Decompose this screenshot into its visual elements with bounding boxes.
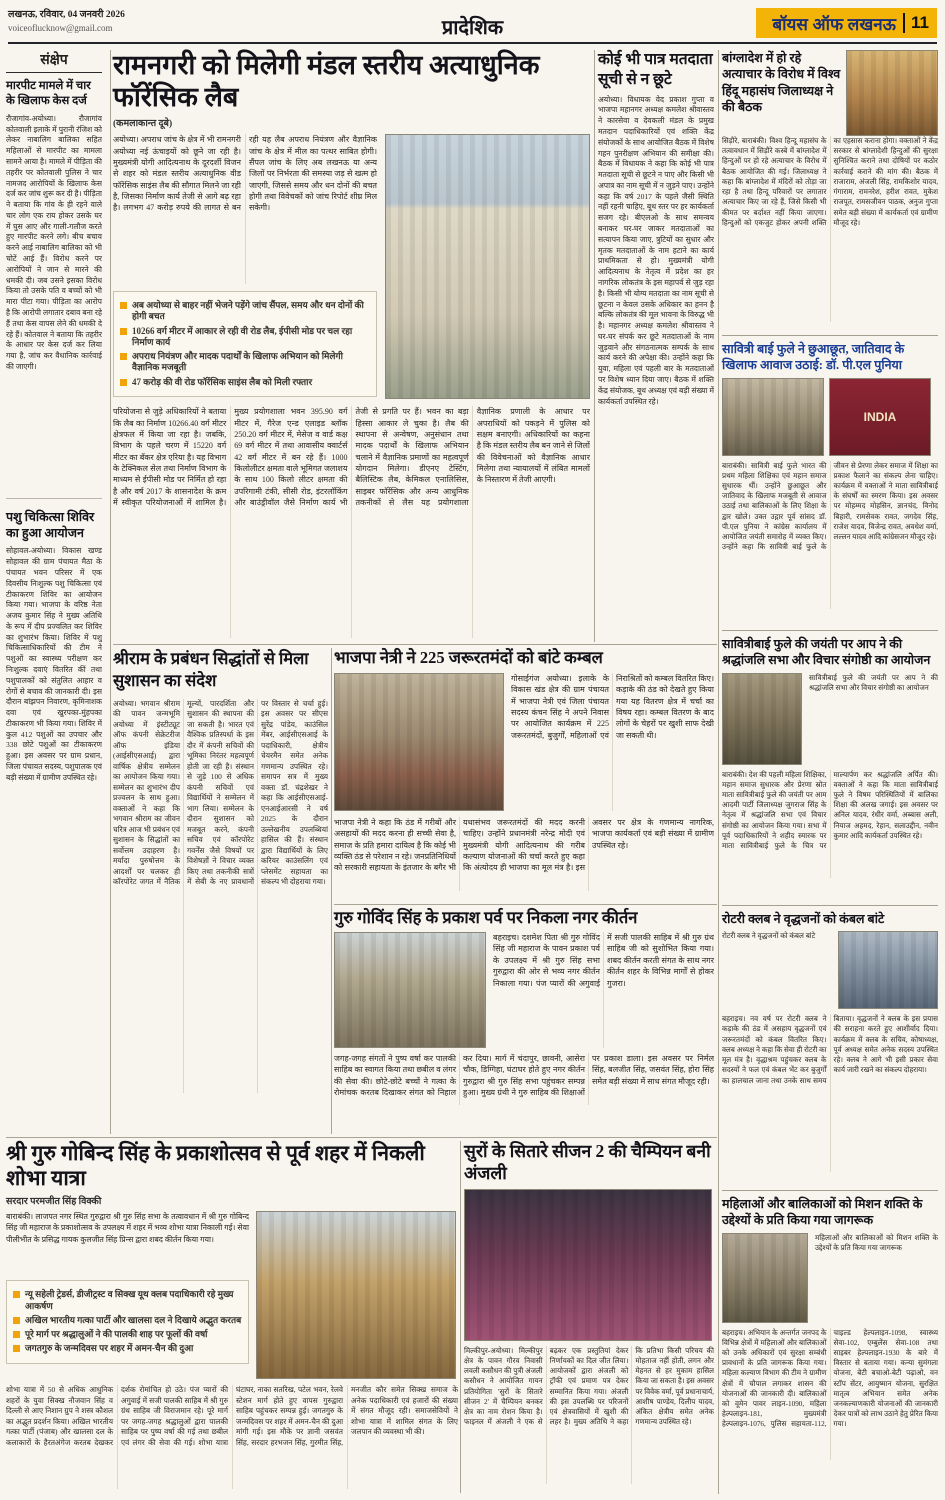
forensic-lab-building-photo xyxy=(385,134,590,399)
kirtan-body-continued: जगह-जगह संगतों ने पुष्प वर्षा कर पालकी साहिब का स्वागत किया तथा छबील व लंगर की सेवा की। छोटे-छोटे बच्चों ने गत्का के रोमांचक करतब दिखाकर संगत को निहाल कर दिया। मार्ग में चंदापुर, छावनी, आसेरा चौक, डिग्गिहा, घंटाघर होते हुए नगर कीर्तन गुरुद्वारा श्री गुरु सिंह सभा पहुंचकर सम्पन्न हुआ। मुख्य ग्रंथी ने गुरु साहिब की शिक्षाओं पर प्रकाश डाला। इस अवसर पर निर्मल सिंह, बलजीत सिंह, जसवंत सिंह, होरा सिंह समेत बड़ी संख्या में साध संगत मौजूद रही। xyxy=(334,1054,714,1098)
lead-byline: (कमलाकान्त दूबे) xyxy=(113,119,173,130)
section-title: प्रादेशिक xyxy=(441,17,504,39)
mission-body: बहराइच। अभियान के अन्तर्गत जनपद के विभिन्न क्षेत्रों में महिलाओं और बालिकाओं को उनके अधिकारों एवं सुरक्षा सम्बंधी प्रावधानों के प्रति जागरूक किया गया। महिला कल्याण विभाग की टीम ने ग्रामीण क्षेत्रों में चौपाल लगाकर शासन की योजनाओं की जानकारी दी। बालिकाओं को वूमेन पावर लाइन-1090, महिला हेल्पलाइन-181, मुख्यमंत्री हेल्पलाइन-1076, पुलिस सहायता-112, चाइल्ड हेल्पलाइन-1098, स्वास्थ्य सेवा-102, एम्बुलेंस सेवा-108 तथा साइबर हेल्पलाइन-1930 के बारे में विस्तार से बताया गया। कन्या सुमंगला योजना, बेटी बचाओ-बेटी पढ़ाओ, वन स्टॉप सेंटर, आयुष्मान योजना, सुरक्षित मातृत्व अभियान समेत अनेक जनकल्याणकारी योजनाओं की जानकारी देकर पात्रों को लाभ उठाने हेतु प्रेरित किया गया। xyxy=(722,1328,938,1429)
bullet-icon xyxy=(13,1317,20,1324)
bullet-icon xyxy=(13,1291,20,1298)
highlight-text: अब अयोध्या से बाहर नहीं भेजने पड़ेंगे जांच सैंपल, समय और धन दोनों की होगी बचत xyxy=(132,300,364,322)
page-number: 11 xyxy=(903,13,929,33)
bullet-icon xyxy=(120,328,127,335)
column-rule xyxy=(594,50,595,642)
shriram-body: अयोध्या। भगवान श्रीराम की पावन जन्मभूमि अयोध्या में इंस्टीट्यूट ऑफ कंपनी सेक्रेटरीज ऑफ इंडिया (आईसीएसआई) द्वारा वार्षिक क्षेत्रीय सम्मेलन का आयोजन किया गया। सम्मेलन का शुभारंभ दीप प्रज्वलन के साथ हुआ। वक्ताओं ने कहा कि भगवान श्रीराम का जीवन चरित्र आज भी प्रबंधन एवं सुशासन के सिद्धांतों का सर्वोत्तम उदाहरण है। मर्यादा पुरुषोत्तम के आदर्शों पर चलकर ही कॉरपोरेट जगत में नैतिक मूल्यों, पारदर्शिता और सुशासन की स्थापना की जा सकती है। भारत एवं वैश्विक प्रतिस्पर्धा के इस दौर में कंपनी सचिवों की भूमिका निरंतर महत्वपूर्ण होती जा रही है। संस्थान से जुड़े 100 से अधिक कंपनी सचिवों एवं विद्यार्थियों ने सम्मेलन में भाग लिया। सम्मेलन के दौरान सुशासन को मजबूत करने, कंपनी सचिव एवं कॉरपोरेट गवर्नेंस जैसे विषयों पर विशेषज्ञों ने विचार व्यक्त किए तथा तकनीकी सत्रों में सेबी के नए प्रावधानों पर विस्तार से चर्चा हुई। इस अवसर पर सीएस सुरेंद्र पांडेय, काउंसिल मेंबर, आईसीएसआई के पदाधिकारी, क्षेत्रीय चेयरमैन समेत अनेक गणमान्य उपस्थित रहे। समापन सत्र में मुख्य वक्ता डॉ. चंद्रशेखर ने कहा कि आईसीएसआई-एनआईआरसी ने वर्ष 2025 के दौरान उल्लेखनीय उपलब्धियां हासिल की हैं। संस्थान द्वारा विद्यार्थियों के लिए करियर काउंसलिंग एवं प्लेसमेंट सहायता का संकल्प भी दोहराया गया। xyxy=(113,698,328,887)
bullet-icon xyxy=(13,1331,20,1338)
vhm-meeting-photo xyxy=(846,50,938,136)
bullet-icon xyxy=(120,302,127,309)
singing-body: मिल्कीपुर-अयोध्या। मिल्कीपुर क्षेत्र के पावन गौरव निवासी लवली कसौधन की पुत्री अंजली कसौधन ने आयोजित गायन प्रतियोगिता 'सुरों के सितारे सीजन 2' में चैम्पियन बनकर क्षेत्र का नाम रोशन किया है। फाइनल में अंजली ने एक से बढ़कर एक प्रस्तुतियां देकर निर्णायकों का दिल जीत लिया। आयोजकों द्वारा अंजली को ट्रॉफी एवं प्रमाण पत्र देकर सम्मानित किया गया। अंजली की इस उपलब्धि पर परिजनों एवं क्षेत्रवासियों में खुशी की लहर है। मुख्य अतिथि ने कहा कि प्रतिभा किसी परिचय की मोहताज नहीं होती, लगन और मेहनत से हर मुकाम हासिल किया जा सकता है। इस अवसर पर विवेक वर्मा, पूर्व प्रधानाचार्य, आशीष पाण्डेय, दिलीप यादव, अंकित क्षेत्रीय समेत अनेक गणमान्य उपस्थित रहे। xyxy=(464,1346,714,1427)
congress-event-photo xyxy=(722,378,824,456)
kirtan-body: बहराइच। दशमेश पिता श्री गुरु गोविंद सिंह जी महाराज के पावन प्रकाश पर्व के उपलक्ष्य में श्री गुरु सिंह सभा गुरुद्वारा की ओर से भव्य नगर कीर्तन निकाला गया। पंज प्यारों की अगुवाई में सजी पालकी साहिब में श्री गुरु ग्रंथ साहिब जी को सुशोभित किया गया। शबद कीर्तन करती संगत के साथ नगर कीर्तन शहर के विभिन्न मार्गों से होकर गुजरा। xyxy=(493,933,714,988)
highlight-text: 10266 वर्ग मीटर में आकार ले रही वी रोड लैब, ईपीसी मोड पर चल रहा निर्माण कार्य xyxy=(132,325,353,347)
highlight-text: न्यू सहेली ट्रेडर्स, डीजीट्रस्ट व सिक्ख यूथ क्लब पदाधिकारी रहे मुख्य आकर्षण xyxy=(25,1289,234,1311)
shobha-highlights-box xyxy=(6,1280,249,1363)
masthead xyxy=(8,6,937,44)
nagar-kirtan-photo xyxy=(334,932,486,1048)
article-savitri-phule-punia xyxy=(722,335,938,628)
highlight-item xyxy=(13,1343,242,1354)
article-shriram-governance xyxy=(113,648,328,1134)
bangladesh-body: सिड़ौरे, बाराबंकी। विश्व हिन्दू महासंघ के तत्वावधान में सिड़ौरे कस्बे में बांग्लादेश में हिन्दुओं पर हो रहे अत्याचार के विरोध में बैठक आयोजित की गई। जिलाध्यक्ष ने कहा कि बांग्लादेश में मंदिरों को तोड़ा जा रहा है तथा हिन्दू परिवारों पर लगातार अत्याचार किए जा रहे हैं, जिसे किसी भी कीमत पर बर्दाश्त नहीं किया जाएगा। हिन्दुओं को एकजुट होकर अपनी शक्ति का एहसास कराना होगा। वक्ताओं ने केंद्र सरकार से बांग्लादेशी हिन्दुओं की सुरक्षा सुनिश्चित कराने तथा दोषियों पर कठोर कार्रवाई कराने की मांग की। बैठक में राजाराम, अंजली सिंह, रामकिशोर यादव, गंगाराम, रामनरेश, हरीश रावत, मुकेश राजपूत, रामसजीवन पाठक, अनुज गुप्ता समेत बड़ी संख्या में कार्यकर्ता एवं ग्रामीण मौजूद रहे। xyxy=(722,137,938,227)
rotary-event-photo xyxy=(838,931,938,1009)
highlight-item xyxy=(120,326,370,349)
briefs-title: संक्षेप xyxy=(6,50,102,73)
shobha-body: शोभा यात्रा में 50 से अधिक आधुनिक शहरों के युवा सिक्ख नौजवान सिंह व दिल्ली से आए निशान ग्रुप ने शस्त्र कौशल का अद्भुत प्रदर्शन किया। अखिल भारतीय गत्का पार्टी (पंजाब) और खालसा दल के कलाकारों के हैरतअंगेज करतब देखकर दर्शक रोमांचित हो उठे। पंज प्यारों की अगुवाई में सजी पालकी साहिब में श्री गुरु ग्रंथ साहिब जी विराजमान रहे। पूरे मार्ग पर जगह-जगह श्रद्धालुओं द्वारा पालकी साहिब पर पुष्प वर्षा की गई तथा छबील एवं लंगर की सेवा की गई। शोभा यात्रा घंटाघर, नाका सतरिख, पटेल भवन, रेलवे स्टेशन मार्ग होते हुए वापस गुरुद्वारा साहिब पहुंचकर सम्पन्न हुई। जगतगुरु के जन्मदिवस पर शहर में अमन-चैन की दुआ मांगी गई। इस मौके पर ज्ञानी जसवंत सिंह, सरदार हरभजन सिंह, गुरमीत सिंह, मनजीत कौर समेत सिक्ख समाज के अनेक पदाधिकारी एवं हजारों की संख्या में संगत मौजूद रही। समाजसेवियों ने शोभा यात्रा में शामिल संगत के लिए जलपान की व्यवस्था भी की। xyxy=(6,1385,458,1447)
mission-headline: महिलाओं और बालिकाओं को मिशन शक्ति के उद्देश्यों के प्रति किया गया जागरूक xyxy=(722,1197,923,1228)
bullet-icon xyxy=(120,379,127,386)
voters-body: अयोध्या। विधायक वेद प्रकाश गुप्ता व भाजपा महानगर अध्यक्ष कमलेश श्रीवास्तव ने कारसेवा व देवकली मंडल के प्रमुख मतदान पदाधिकारियों एवं शक्ति केंद्र संयोजकों के साथ आयोजित बैठक में विशेष गहन पुनरीक्षण अभियान की समीक्षा की। बैठक में विधायक ने कहा कि कोई भी पात्र मतदाता सूची से छूटने न पाए और किसी भी अपात्र का नाम सूची में न जुड़ने पाए। उन्होंने कहा कि वर्ष 2017 के पहले जैसी स्थिति नहीं रहनी चाहिए, बूथ स्तर पर हर कार्यकर्ता सजग रहे। बीएलओ के साथ समन्वय बनाकर घर-घर जाकर मतदाताओं का सत्यापन किया जाए, त्रुटियों का सुधार और मृतक मतदाताओं के नाम हटाने का कार्य प्राथमिकता से हो। मुख्यमंत्री योगी आदित्यनाथ के नेतृत्व में प्रदेश का हर नागरिक लोकतंत्र के इस महापर्व से जुड़ रहा है। किसी भी योग्य मतदाता का नाम सूची से छूटना न केवल उसके अधिकार का हनन है बल्कि लोकतंत्र की मूल भावना के विरुद्ध भी है। महानगर अध्यक्ष कमलेश श्रीवास्तव ने घर-घर संपर्क कर छूटे मतदाताओं के नाम जुड़वाने और संगठनात्मक सम्पर्क के साथ कार्य करने की अपेक्षा की। उन्होंने कहा कि युवा, महिला एवं पहली बार के मतदाताओं पर विशेष ध्यान दिया जाए। बैठक में शक्ति केंद्र संयोजक, बूथ अध्यक्ष एवं बड़ी संख्या में कार्यकर्ता उपस्थित रहे। xyxy=(598,94,714,406)
rotary-body-lead: रोटरी क्लब ने वृद्धजनों को कंबल बांटे xyxy=(722,932,816,941)
phule-body: बाराबंकी। सावित्री बाई फुले भारत की प्रथम महिला शिक्षिका एवं महान समाज सुधारक थीं। उन्होंने छुआछूत और जातिवाद के खिलाफ मजबूती से आवाज उठाई तथा बालिकाओं के लिए शिक्षा के द्वार खोले। उक्त उद्गार पूर्व सांसद डॉ. पी.एल पुनिया ने कांग्रेस कार्यालय में आयोजित जयंती समारोह में व्यक्त किए। उन्होंने कहा कि सावित्री बाई फुले के जीवन से प्रेरणा लेकर समाज में शिक्षा का प्रकाश फैलाने का संकल्प लेना चाहिए। कार्यक्रम में वक्ताओं ने माता सावित्रीबाई के संघर्षों का स्मरण किया। इस अवसर पर मोहम्मद मोहसिन, ज्ञानचंद, विनोद बिहारी, रामसेवक रावत, जगदेव सिंह, राजेश यादव, विजेन्द्र रावत, अवधेश वर्मा, लल्लन यादव आदि कांग्रेसजन मौजूद रहे। xyxy=(722,461,938,552)
aap-body-lead: सावित्रीबाई फुले की जयंती पर आप ने की श्रद्धांजलि सभा और विचार संगोष्ठी का आयोजन xyxy=(809,673,938,692)
masthead-dateline: लखनऊ, रविवार, 04 जनवरी 2026 xyxy=(8,10,125,20)
section-divider xyxy=(113,644,717,645)
highlight-item xyxy=(120,377,370,388)
highlight-item xyxy=(13,1329,242,1340)
lead-highlights-box xyxy=(113,291,377,397)
paper-brand xyxy=(756,8,937,38)
lead-headline: रामनगरी को मिलेगी मंडल स्तरीय अत्याधुनिक फॉरेंसिक लैब xyxy=(113,50,540,112)
shobha-yatra-photo xyxy=(256,1211,456,1379)
shriram-headline: श्रीराम के प्रबंधन सिद्धांतों से मिला सुशासन का संदेश xyxy=(113,649,309,690)
blankets-headline: भाजपा नेत्री ने 225 जरूरतमंदों को बांटे कम्बल xyxy=(334,648,603,667)
singing-champion-photo xyxy=(464,1189,712,1341)
article-rotary-blankets xyxy=(722,905,938,1188)
article-blanket-distribution xyxy=(334,648,714,900)
voters-headline: कोई भी पात्र मतदाता सूची से न छूटे xyxy=(598,51,713,88)
article-shobha-yatra xyxy=(6,1141,458,1493)
brief-headline: मारपीट मामले में चार के खिलाफ केस दर्ज xyxy=(6,80,91,107)
brief-headline: पशु चिकित्सा शिविर का हुआ आयोजन xyxy=(6,498,102,542)
shobha-headline: श्री गुरु गोबिन्द सिंह के प्रकाशोत्सव से पूर्व शहर में निकली शोभा यात्रा xyxy=(6,1141,425,1191)
paper-name: बॉयस ऑफ लखनऊ xyxy=(772,14,897,34)
article-aap-tribute xyxy=(722,630,938,903)
article-forensic-lab xyxy=(113,50,590,642)
highlight-item xyxy=(120,300,370,323)
highlight-item xyxy=(13,1289,242,1312)
kirtan-headline: गुरु गोविंद सिंह के प्रकाश पर्व पर निकला नगर कीर्तन xyxy=(334,908,638,927)
bullet-icon xyxy=(13,1345,20,1352)
rotary-body: बहराइच। नव वर्ष पर रोटरी क्लब ने कड़ाके की ठंड में असहाय वृद्धजनों एवं जरूरतमंदों को कंबल वितरित किए। क्लब अध्यक्ष ने कहा कि सेवा ही रोटरी का मूल मंत्र है। वृद्धाश्रम पहुंचकर क्लब के सदस्यों ने फल एवं कंबल भेंट कर बुजुर्गों का हालचाल जाना तथा उनके साथ समय बिताया। वृद्धजनों ने क्लब के इस प्रयास की सराहना करते हुए आशीर्वाद दिया। कार्यक्रम में क्लब के सचिव, कोषाध्यक्ष, पूर्व अध्यक्ष समेत अनेक सदस्य उपस्थित रहे। क्लब ने आगे भी इसी प्रकार सेवा कार्य जारी रखने का संकल्प दोहराया। xyxy=(722,1015,938,1085)
article-mission-shakti xyxy=(722,1190,938,1493)
article-bangladesh-meeting xyxy=(722,50,938,333)
india-poster-photo xyxy=(829,378,931,456)
column-rule xyxy=(460,1141,461,1493)
highlight-text: अखिल भारतीय गत्का पार्टी और खालसा दल ने दिखाये अद्भुत करतब xyxy=(25,1314,242,1325)
shobha-byline: सरदार परमजीत सिंह विक्की xyxy=(6,1197,102,1208)
column-rule xyxy=(110,50,111,1134)
mission-awareness-photo xyxy=(722,1233,808,1323)
brief-body: रौजागांव-अयोध्या। रौजागांव कोतवाली इलाके में पुरानी रंजिश को लेकर नाबालिग बालिका सहित महिलाओं से मारपीट का मामला सामने आया है। मामले में पीड़िता की तहरीर पर कोतवाली पुलिस ने चार नामजद आरोपियों के खिलाफ केस दर्ज कर जांच शुरू कर दी है। पीड़िता ने बताया कि गांव के ही रहने वाले चार लोग एक राय होकर उसके घर में घुस आए और गाली-गलौज करते हुए मारपीट करने लगे। बीच बचाव करने आई नाबालिग बालिका को भी चोटें आई हैं। विरोध करने पर आरोपियों ने जान से मारने की धमकी दी। जब उसने इसका विरोध किया तो उसके पति व बच्चों को भी मारा पीटा गया। पीड़िता का आरोप है कि आरोपी लगातार दबाव बना रहे हैं तथा केस वापस लेने की धमकी दे रहे हैं। कोतवाल ने बताया कि तहरीर के आधार पर केस दर्ज कर लिया गया है, जांच कर वैधानिक कार्रवाई की जाएगी। xyxy=(6,113,102,371)
highlight-text: अपराध नियंत्रण और मादक पदार्थों के खिलाफ अभियान को मिलेगी वैज्ञानिक मजबूती xyxy=(132,351,343,373)
section-divider xyxy=(6,1137,717,1138)
blankets-body: गोसाईगंज अयोध्या। इलाके के विकास खंड क्षेत्र की ग्राम पंचायत में भाजपा नेत्री एवं जिला पंचायत सदस्य कंचन सिंह ने अपने निवास पर आयोजित कार्यक्रम में 225 जरूरतमंदों, बुजुर्गों, महिलाओं एवं निराश्रितों को कम्बल वितरित किए। कड़ाके की ठंड को देखते हुए किया गया यह वितरण क्षेत्र में चर्चा का विषय रहा। कम्बल वितरण के बाद लोगों के चेहरों पर खुशी साफ देखी जा सकती थी। xyxy=(511,673,714,740)
blankets-body-continued: भाजपा नेत्री ने कहा कि ठंड में गरीबों और असहायों की मदद करना ही सच्ची सेवा है, समाज के प्रति हमारा दायित्व है कि कोई भी व्यक्ति ठंड से परेशान न रहे। जनप्रतिनिधियों को सरकारी सहायता के इंतजार के बगैर भी यथासंभव जरूरतमंदों की मदद करनी चाहिए। उन्होंने प्रधानमंत्री नरेन्द्र मोदी एवं मुख्यमंत्री योगी आदित्यनाथ की गरीब कल्याण योजनाओं की चर्चा करते हुए कहा कि अंत्योदय ही भाजपा का मूल मंत्र है। इस अवसर पर क्षेत्र के गणमान्य नागरिक, भाजपा कार्यकर्ता एवं बड़ी संख्या में ग्रामीण उपस्थित रहे। xyxy=(334,817,714,873)
highlight-item xyxy=(13,1315,242,1326)
column-rule xyxy=(718,50,719,1494)
section-divider xyxy=(334,904,717,905)
highlight-text: जगतगुरु के जन्मदिवस पर शहर में अमन-चैन की दुआ xyxy=(25,1343,194,1354)
lead-intro-text: अयोध्या। अपराध जांच के क्षेत्र में भी रामनगरी अयोध्या नई ऊंचाइयों को छूने जा रही है। मुख्यमंत्री योगी आदित्यनाथ के दूरदर्शी विजन से शहर को मंडल स्तरीय अत्याधुनिक वीड फॉरेंसिक साइंस लैब की सौगात मिलने जा रही है, जिसका निर्माण कार्य तेजी से आगे बढ़ रहा है। लगभग 47 करोड़ रुपये की लागत से बन रही यह लैब अपराध नियंत्रण और वैज्ञानिक जांच के क्षेत्र में मील का पत्थर साबित होगी। सैंपल जांच के लिए अब लखनऊ या अन्य जिलों पर निर्भरता की समस्या जड़ से खत्म हो जाएगी, जिससे समय और धन दोनों की बचत होगी तथा विवेचकों को जांच रिपोर्ट शीघ्र मिल सकेगी। xyxy=(113,135,377,213)
highlight-item xyxy=(120,351,370,374)
phule-headline: सावित्री बाई फुले ने छुआछूत, जातिवाद के खिलाफ आवाज उठाई: डॉ. पी.एल पुनिया xyxy=(722,342,905,373)
blanket-distribution-photo xyxy=(334,673,504,811)
shobha-intro: बाराबंकी। लाजपत नगर स्थित गुरुद्वारा श्री गुरु सिंह सभा के तत्वावधान में श्री गुरु गोबिन्द सिंह जी महाराज के प्रकाशोत्सव के उपलक्ष्य में शहर में भव्य शोभा यात्रा निकाली गई। सेवा पीलीभीत के प्रसिद्ध गायक कुलजीत सिंह प्रिन्स द्वारा शबद कीर्तन किया गया। xyxy=(6,1212,249,1244)
bangladesh-headline: बांग्लादेश में हो रहे अत्याचार के विरोध में विश्व हिंदू महासंघ जिलाध्यक्ष ने की बैठक xyxy=(722,51,841,114)
column-rule xyxy=(331,648,332,1134)
rotary-headline: रोटरी क्लब ने वृद्धजनों को कंबल बांटे xyxy=(722,912,885,926)
highlight-text: 47 करोड़ की वी रोड फॉरेंसिक साइंस लैब को मिली रफ्तार xyxy=(132,376,313,387)
lead-body-text: परियोजना से जुड़े अधिकारियों ने बताया कि लैब का निर्माण 10266.40 वर्ग मीटर क्षेत्रफल में किया जा रहा है। जबकि, विभाग के पहले चरण में 15220 वर्ग मीटर का बँकर क्षेत्र एरिया है। यह विभाग के टेक्निकल सेल तथा निर्माण विभाग के माध्यम से ईपीसी मोड पर निर्मित हो रहा है और वर्ष 2017 के शासनादेश के क्रम में स्वीकृत परियोजनाओं में शामिल है। मुख्य प्रयोगशाला भवन 395.90 वर्ग मीटर में, गैरेज एन्ड एलाइड ब्लॉक 250.20 वर्ग मीटर में, मेसेज व वार्ड कक्ष 69 वर्ग मीटर में तथा आवासीय क्वार्टर्स 42 वर्ग मीटर में बन रहे हैं। 1000 किलोलीटर क्षमता वाले भूमिगत जलाशय के साथ 100 किलो लीटर क्षमता की उपरिगामी टंकी, सीसी रोड, इंटरलॉकिंग और बाउंड्रीवॉल जैसे निर्माण कार्य भी तेजी से प्रगति पर हैं। भवन का बड़ा हिस्सा आकार ले चुका है। लैब की स्थापना से अन्वेषण, अनुसंधान तथा मादक पदार्थों के खिलाफ अभियान चलाने में वैज्ञानिक प्रमाणों का महत्वपूर्ण योगदान मिलेगा। डीएनए टेस्टिंग, बैलिस्टिक लैब, केमिकल एनालिसिस, साइबर फॉरेंसिक और अन्य आधुनिक तकनीकों से लैस यह प्रयोगशाला वैज्ञानिक प्रणाली के आधार पर अपराधियों को पकड़ने में पुलिस को सक्षम बनाएगी। अधिकारियों का कहना है कि मंडल स्तरीय लैब बन जाने से जिलों की विवेचनाओं को वैज्ञानिक आधार मिलेगा तथा न्यायालयों में लंबित मामलों के निस्तारण में तेजी आएगी। xyxy=(113,407,590,508)
aap-body: बाराबंकी। देश की पहली महिला शिक्षिका, महान समाज सुधारक और प्रेरणा स्रोत माता सावित्रीबाई फुले की जयंती पर आम आदमी पार्टी जिलाध्यक्ष जुगराज सिंह के नेतृत्व में श्रद्धांजलि सभा एवं विचार संगोष्ठी का आयोजन किया गया। सभा में पूर्व पदाधिकारियों ने शहीद स्मारक पर माता सावित्रीबाई फुले के चित्र पर माल्यार्पण कर श्रद्धांजलि अर्पित की। वक्ताओं ने कहा कि माता सावित्रीबाई फुले ने विषम परिस्थितियों में बालिका शिक्षा की अलख जगाई। इस अवसर पर अनिल यादव, रंधीर वर्मा, अब्बास अली, नियाज अहमद, रेहान, सलाउद्दीन, नवीन कुमार आदि कार्यकर्ता उपस्थित रहे। xyxy=(722,770,938,851)
mission-body-lead: महिलाओं और बालिकाओं को मिशन शक्ति के उद्देश्यों के प्रति किया गया जागरूक xyxy=(815,1233,938,1252)
briefs-sidebar xyxy=(6,50,107,1134)
article-nagar-kirtan xyxy=(334,908,714,1134)
aap-tribute-photo xyxy=(722,673,802,765)
aap-headline: सावित्रीबाई फुले की जयंती पर आप ने की श्रद्धांजलि सभा और विचार संगोष्ठी का आयोजन xyxy=(722,637,931,668)
highlight-text: पूरे मार्ग पर श्रद्धालुओं ने की पालकी शाह पर फूलों की वर्षा xyxy=(25,1329,208,1340)
india-poster-text: INDIA xyxy=(863,409,897,424)
article-voter-list xyxy=(598,50,714,642)
bullet-icon xyxy=(120,353,127,360)
singing-headline: सुरों के सितारे सीजन 2 की चैम्पियन बनी अंजली xyxy=(464,1141,711,1183)
article-singing-champion xyxy=(464,1141,714,1493)
brief-body: सोहावल-अयोध्या। विकास खण्ड सोहावल की ग्राम पंचायत मैठा के पंचायत भवन परिसर में एक दिवसीय निःशुल्क पशु चिकित्सा एवं टीकाकरण शिविर का आयोजन किया गया। भाजपा के वरिष्ठ नेता अजय कुमार सिंह ने मुख्य अतिथि के रूप में दीप प्रज्वलित कर शिविर का शुभारंभ किया। शिविर में पशु चिकित्साधिकारियों की टीम ने पशुओं का स्वास्थ्य परीक्षण कर निःशुल्क दवाएं वितरित कीं तथा पशुपालकों को संतुलित आहार व रोगों से बचाव की जानकारी दी। इस दौरान बांझपन निवारण, कृमिनाशक दवा एवं खुरपका-मुंहपका टीकाकरण भी किया गया। शिविर में कुल 412 पशुओं का उपचार और 338 छोटे पशुओं का टीकाकरण हुआ। इस अवसर पर ग्राम प्रधान, जिला पंचायत सदस्य, पशुपालक एवं बड़ी संख्या में ग्रामीण उपस्थित रहे। xyxy=(6,546,102,782)
masthead-email: voiceoflucknow@gmail.com xyxy=(8,22,113,33)
